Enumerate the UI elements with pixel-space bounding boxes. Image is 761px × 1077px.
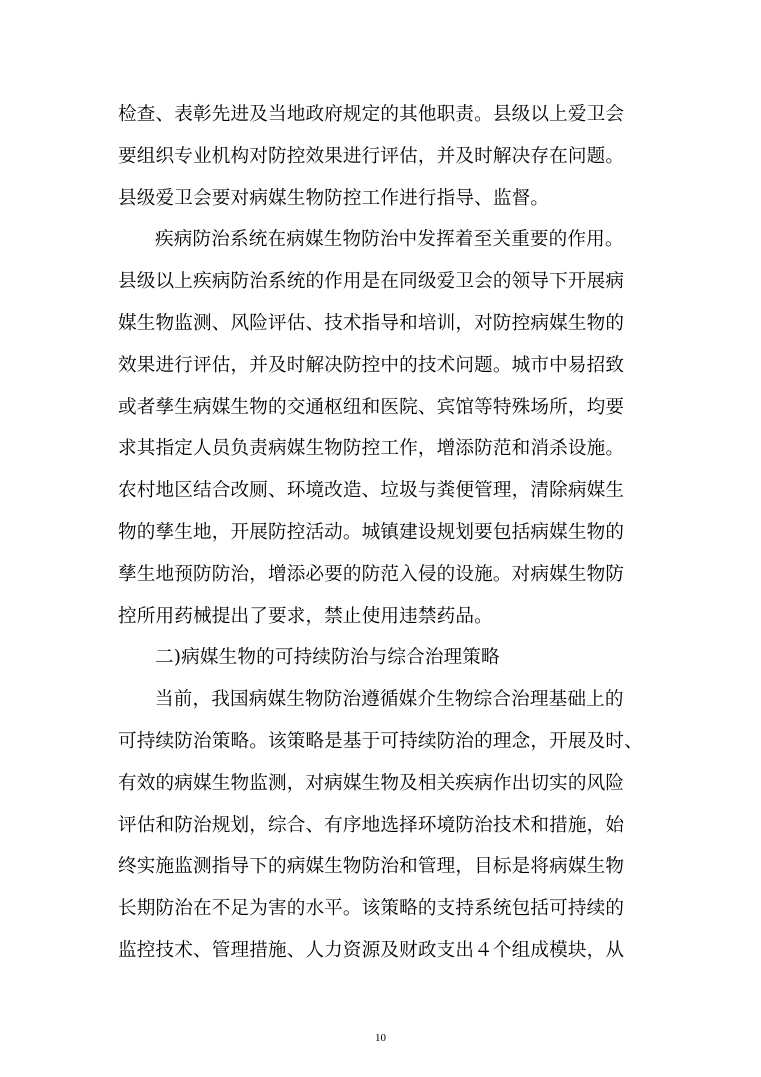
text-line: 孳生地预防防治，增添必要的防范入侵的设施。对病媒生物防: [118, 563, 625, 585]
paragraph-start-line: 疾病防治系统在病媒生物防治中发挥着至关重要的作用。: [155, 229, 624, 251]
text-line: 检查、表彰先进及当地政府规定的其他职责。县级以上爱卫会: [118, 104, 625, 125]
paragraph-start-line: 当前，我国病媒生物防治遵循媒介生物综合治理基础上的: [155, 689, 624, 711]
text-line: 要组织专业机构对防控效果进行评估，并及时解决存在问题。: [118, 145, 625, 167]
text-line: 求其指定人员负责病媒生物防控工作，增添防范和消杀设施。: [118, 438, 625, 460]
section-heading: 二)病媒生物的可持续防治与综合治理策略: [155, 647, 500, 669]
text-line: 媒生物监测、风险评估、技术指导和培训，对防控病媒生物的: [118, 312, 625, 334]
text-line: 县级以上疾病防治系统的作用是在同级爱卫会的领导下开展病: [118, 271, 625, 293]
text-line: 或者孳生病媒生物的交通枢纽和医院、宾馆等特殊场所，均要: [118, 396, 625, 418]
body-text: [118, 94, 643, 972]
text-line: 有效的病媒生物监测，对病媒生物及相关疾病作出切实的风险: [118, 772, 625, 794]
text-line: 县级爱卫会要对病媒生物防控工作进行指导、监督。: [118, 187, 550, 209]
text-line: 控所用药械提出了要求，禁止使用违禁药品。: [118, 605, 493, 627]
text-line: 监控技术、管理措施、人力资源及财政支出４个组成模块，从: [118, 939, 625, 961]
text-line: 可持续防治策略。该策略是基于可持续防治的理念，开展及时、: [118, 730, 643, 752]
text-line: 评估和防治规划，综合、有序地选择环境防治技术和措施，始: [118, 814, 625, 836]
text-line: 物的孳生地，开展防控活动。城镇建设规划要包括病媒生物的: [118, 521, 625, 543]
text-line: 长期防治在不足为害的水平。该策略的支持系统包括可持续的: [118, 898, 625, 920]
page-number: 10: [375, 1032, 386, 1044]
text-line: 农村地区结合改厕、环境改造、垃圾与粪便管理，清除病媒生: [118, 480, 625, 502]
text-line: 终实施监测指导下的病媒生物防治和管理，目标是将病媒生物: [118, 856, 625, 878]
text-line: 效果进行评估，并及时解决防控中的技术问题。城市中易招致: [118, 354, 625, 376]
